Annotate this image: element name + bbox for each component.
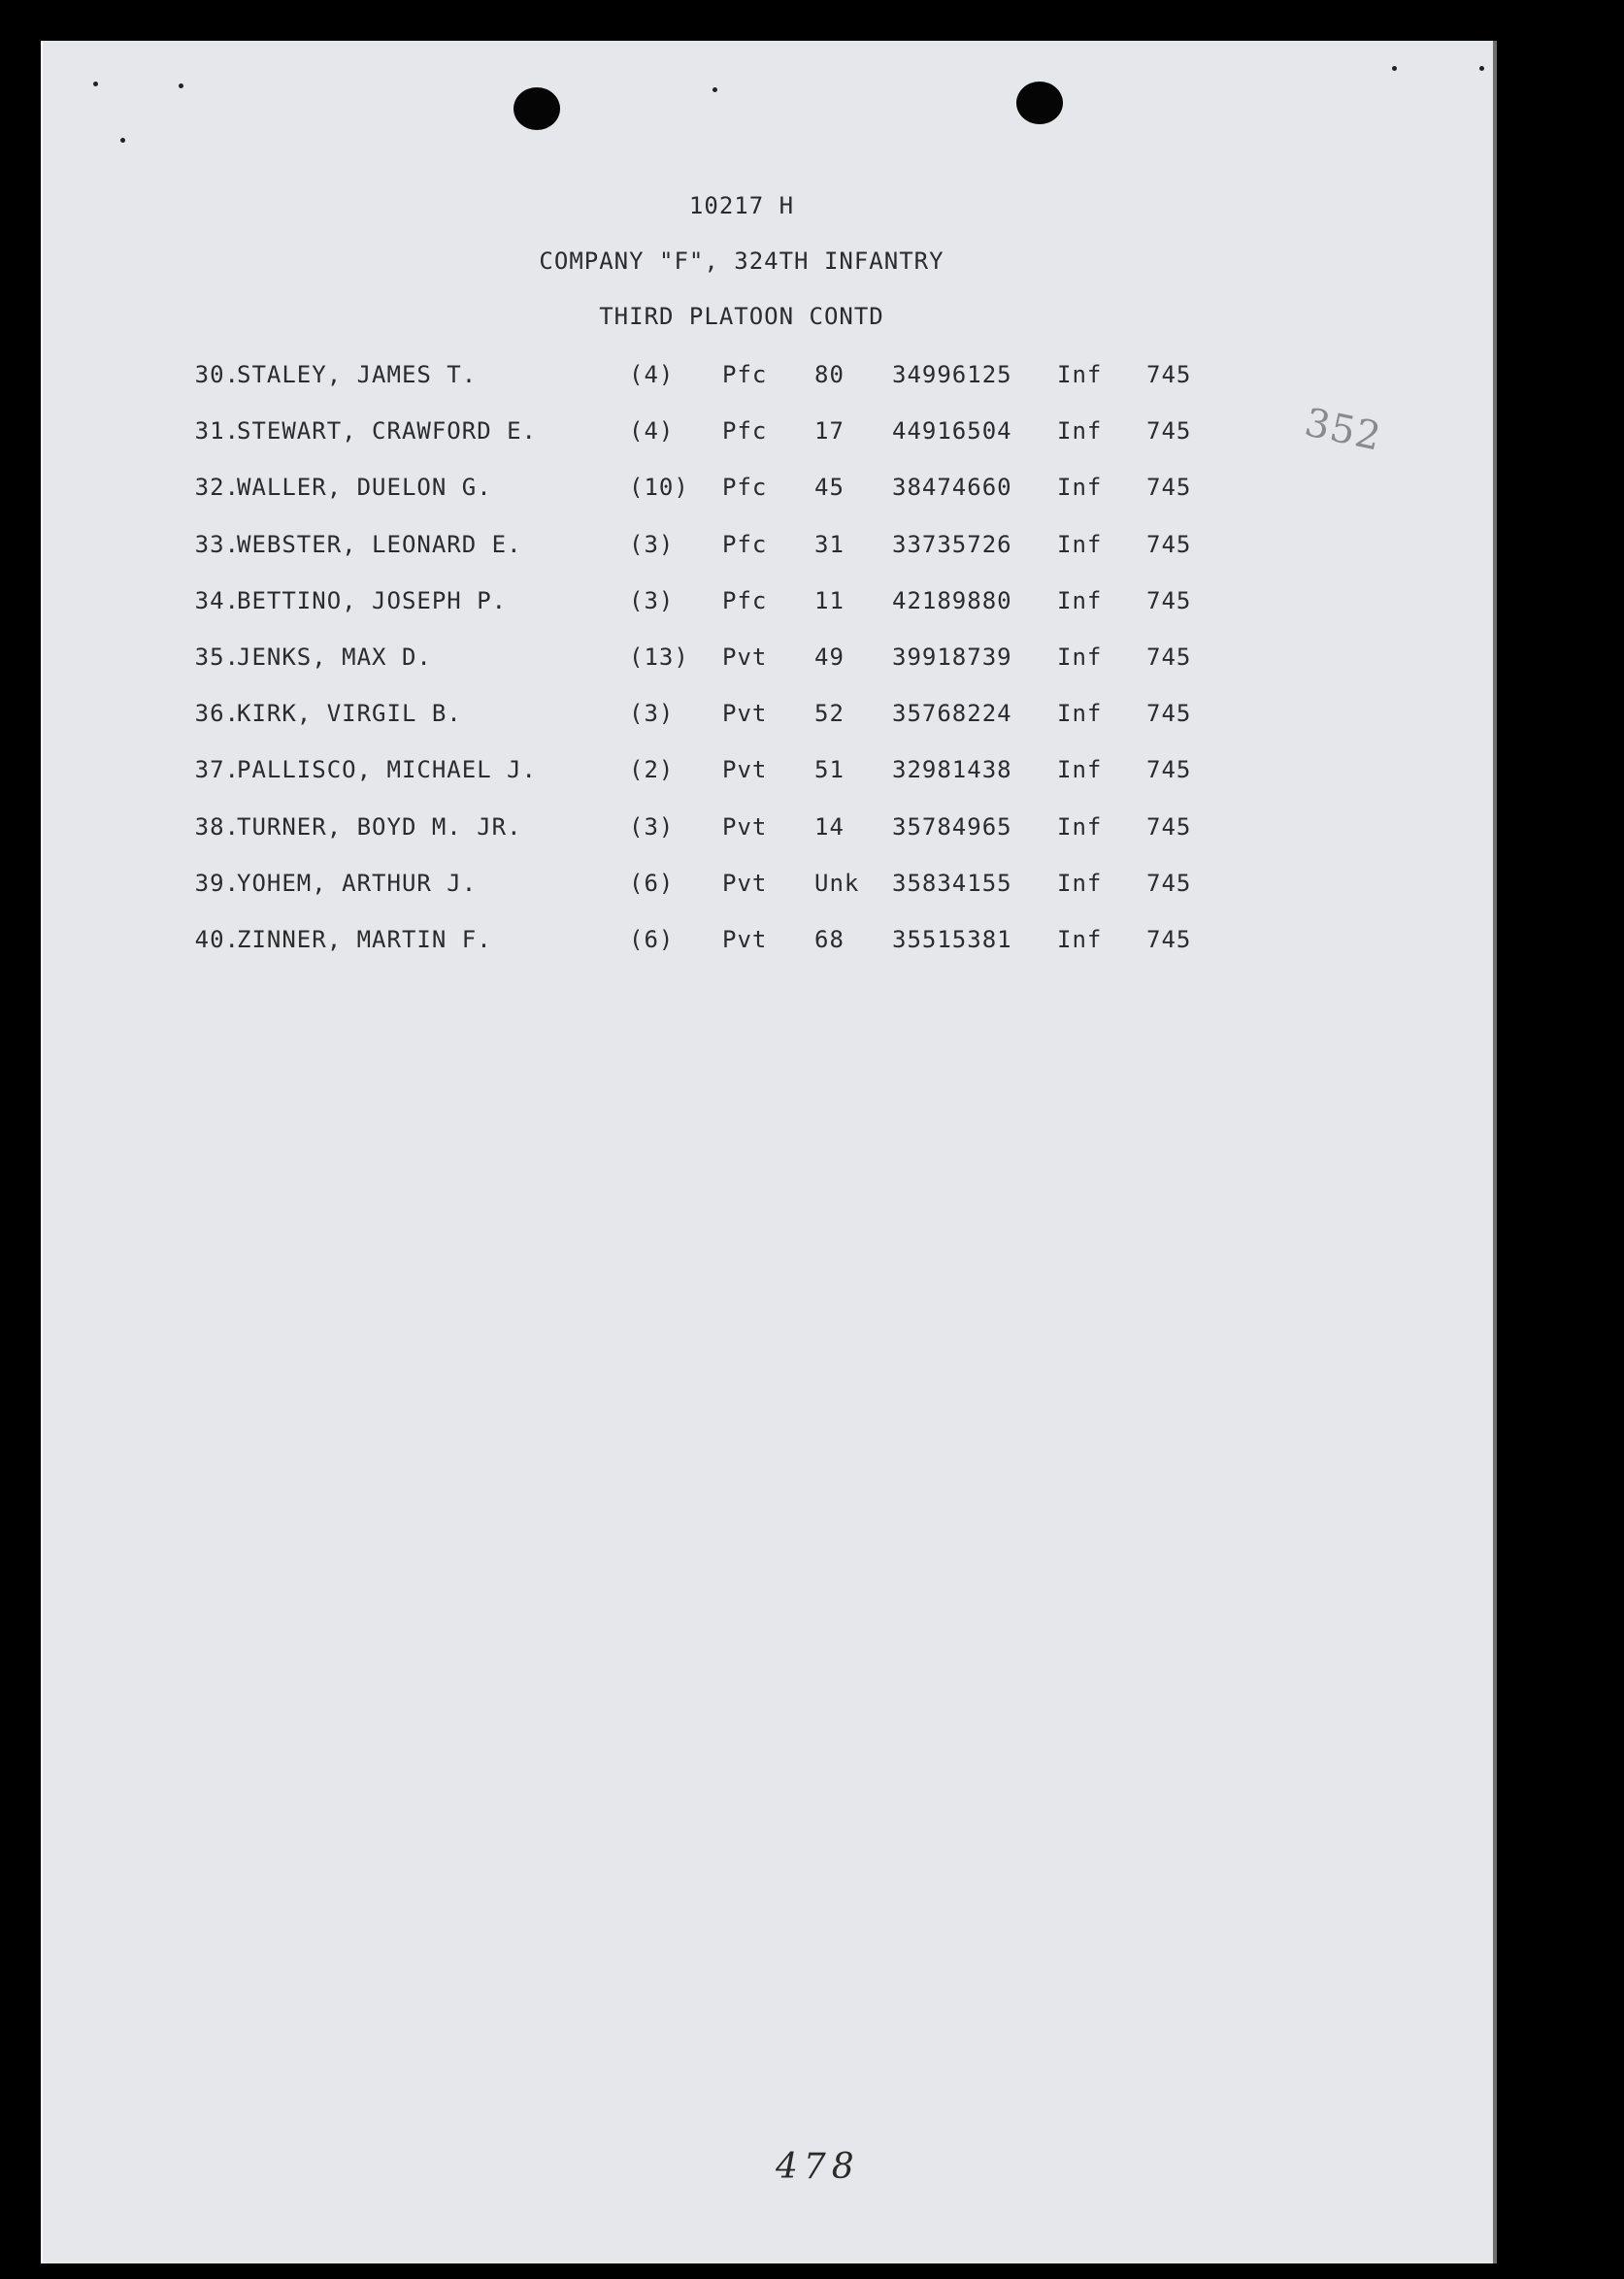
serial-number: 32981438 xyxy=(892,756,1012,784)
speck xyxy=(179,83,183,88)
page-edge xyxy=(1493,41,1497,2263)
mos-code: 745 xyxy=(1146,474,1192,502)
mos-code: 745 xyxy=(1146,361,1192,388)
rank: Pfc xyxy=(722,474,768,502)
soldier-name: STEWART, CRAWFORD E. xyxy=(237,417,537,446)
mos-code: 745 xyxy=(1146,586,1192,614)
serial-number: 38474660 xyxy=(892,474,1012,502)
speck xyxy=(1479,66,1484,71)
code-number: Unk xyxy=(814,869,860,897)
group-code: (6) xyxy=(629,926,675,953)
serial-number: 34996125 xyxy=(892,361,1012,388)
code-number: 31 xyxy=(814,530,845,558)
row-number: 31. xyxy=(194,417,240,446)
serial-number: 42189880 xyxy=(892,586,1012,614)
code-number: 49 xyxy=(814,644,845,671)
arm-of-service: Inf xyxy=(1057,644,1103,671)
rank: Pvt xyxy=(722,869,768,897)
code-number: 80 xyxy=(814,361,845,388)
code-number: 14 xyxy=(814,812,845,841)
rank: Pvt xyxy=(722,812,768,841)
table-row xyxy=(43,869,1495,901)
side-stamp: 352 xyxy=(1301,400,1386,460)
rank: Pfc xyxy=(722,586,768,614)
arm-of-service: Inf xyxy=(1057,474,1103,502)
speck xyxy=(713,87,717,92)
serial-number: 35768224 xyxy=(892,700,1012,728)
group-code: (4) xyxy=(629,417,675,446)
row-number: 32. xyxy=(194,474,240,502)
company-heading: COMPANY "F", 324TH INFANTRY xyxy=(539,248,945,275)
arm-of-service: Inf xyxy=(1057,926,1103,953)
group-code: (3) xyxy=(629,812,675,841)
serial-number: 33735726 xyxy=(892,530,1012,558)
table-row xyxy=(43,758,1495,787)
speck xyxy=(93,82,98,86)
mos-code: 745 xyxy=(1146,644,1192,671)
arm-of-service: Inf xyxy=(1057,812,1103,841)
group-code: (10) xyxy=(629,474,689,502)
serial-number: 35784965 xyxy=(892,812,1012,841)
speck xyxy=(120,138,125,143)
arm-of-service: Inf xyxy=(1057,700,1103,728)
soldier-name: BETTINO, JOSEPH P. xyxy=(237,586,508,614)
arm-of-service: Inf xyxy=(1057,417,1103,446)
serial-number: 35515381 xyxy=(892,926,1012,953)
row-number: 34. xyxy=(194,586,240,614)
row-number: 38. xyxy=(194,812,240,841)
soldier-name: WALLER, DUELON G. xyxy=(237,474,492,502)
table-row xyxy=(43,645,1495,675)
row-number: 37. xyxy=(194,756,240,784)
row-number: 33. xyxy=(194,530,240,558)
rank: Pfc xyxy=(722,361,768,388)
mos-code: 745 xyxy=(1146,869,1192,897)
code-number: 45 xyxy=(814,474,845,502)
rank: Pvt xyxy=(722,700,768,728)
mos-code: 745 xyxy=(1146,417,1192,446)
section-heading: THIRD PLATOON CONTD xyxy=(599,303,884,330)
arm-of-service: Inf xyxy=(1057,756,1103,784)
table-row xyxy=(43,419,1495,448)
arm-of-service: Inf xyxy=(1057,530,1103,558)
soldier-name: KIRK, VIRGIL B. xyxy=(237,700,462,728)
row-number: 40. xyxy=(194,926,240,953)
group-code: (3) xyxy=(629,700,675,728)
code-number: 11 xyxy=(814,586,845,614)
row-number: 30. xyxy=(194,361,240,388)
row-number: 35. xyxy=(194,644,240,671)
code-number: 51 xyxy=(814,756,845,784)
group-code: (2) xyxy=(629,756,675,784)
table-row xyxy=(43,702,1495,731)
mos-code: 745 xyxy=(1146,756,1192,784)
table-row xyxy=(43,928,1495,957)
group-code: (3) xyxy=(629,586,675,614)
table-row xyxy=(43,530,1495,562)
row-number: 36. xyxy=(194,700,240,728)
group-code: (4) xyxy=(629,361,675,388)
punch-hole-right xyxy=(1016,82,1063,124)
paper-sheet xyxy=(41,41,1497,2263)
punch-hole-left xyxy=(514,87,560,130)
soldier-name: TURNER, BOYD M. JR. xyxy=(237,812,522,841)
speck xyxy=(1392,66,1397,71)
file-code: 10217 H xyxy=(688,192,795,219)
page-number: 478 xyxy=(776,2147,860,2187)
arm-of-service: Inf xyxy=(1057,361,1103,388)
group-code: (6) xyxy=(629,869,675,897)
rank: Pfc xyxy=(722,530,768,558)
code-number: 52 xyxy=(814,700,845,728)
table-row xyxy=(43,812,1495,844)
soldier-name: PALLISCO, MICHAEL J. xyxy=(237,756,537,784)
soldier-name: JENKS, MAX D. xyxy=(237,644,432,671)
arm-of-service: Inf xyxy=(1057,586,1103,614)
mos-code: 745 xyxy=(1146,926,1192,953)
arm-of-service: Inf xyxy=(1057,869,1103,897)
row-number: 39. xyxy=(194,869,240,897)
code-number: 17 xyxy=(814,417,845,446)
serial-number: 35834155 xyxy=(892,869,1012,897)
table-row xyxy=(43,476,1495,505)
soldier-name: ZINNER, MARTIN F. xyxy=(237,926,492,953)
rank: Pvt xyxy=(722,644,768,671)
serial-number: 39918739 xyxy=(892,644,1012,671)
table-row xyxy=(43,586,1495,618)
mos-code: 745 xyxy=(1146,530,1192,558)
table-row xyxy=(43,363,1495,392)
rank: Pvt xyxy=(722,926,768,953)
code-number: 68 xyxy=(814,926,845,953)
group-code: (13) xyxy=(629,644,689,671)
rank: Pvt xyxy=(722,756,768,784)
soldier-name: STALEY, JAMES T. xyxy=(237,361,478,388)
group-code: (3) xyxy=(629,530,675,558)
mos-code: 745 xyxy=(1146,812,1192,841)
soldier-name: WEBSTER, LEONARD E. xyxy=(237,530,522,558)
mos-code: 745 xyxy=(1146,700,1192,728)
soldier-name: YOHEM, ARTHUR J. xyxy=(237,869,478,897)
serial-number: 44916504 xyxy=(892,417,1012,446)
rank: Pfc xyxy=(722,417,768,446)
